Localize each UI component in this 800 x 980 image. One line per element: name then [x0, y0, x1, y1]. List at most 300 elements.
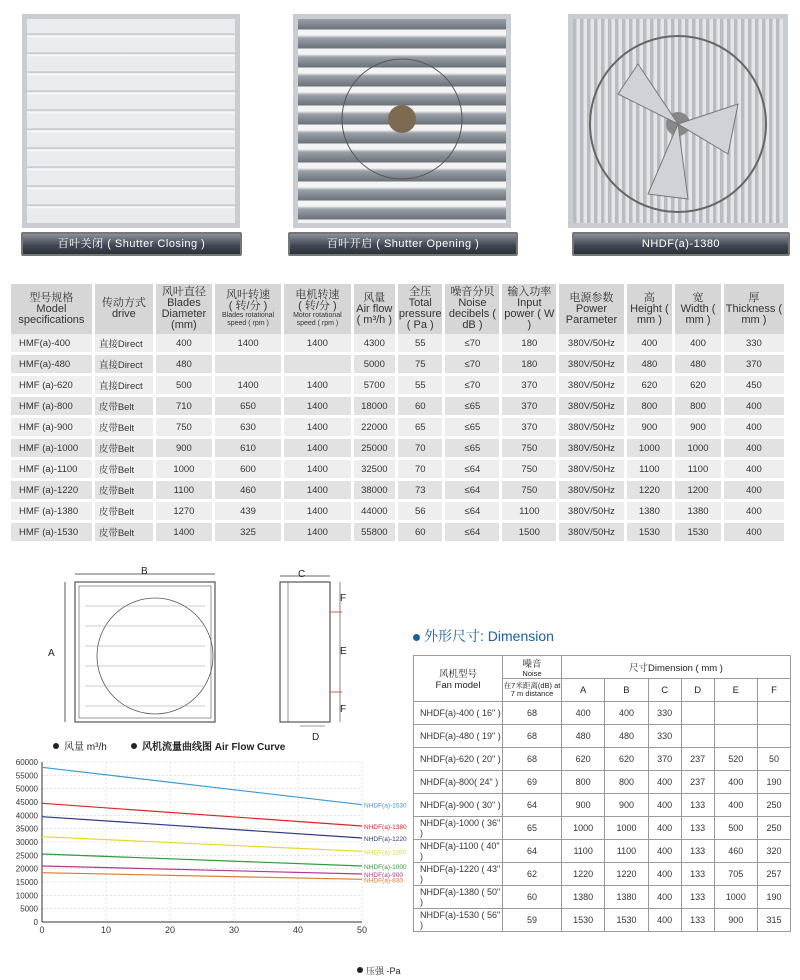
spec-header-en: Blades Diameter (mm)	[161, 297, 207, 331]
table-cell: ≤64	[444, 522, 501, 543]
spec-header-en: drive	[111, 308, 136, 320]
table-cell: 600	[213, 459, 282, 480]
table-cell: 38000	[352, 480, 397, 501]
table-cell: 750	[501, 459, 558, 480]
table-cell: 5700	[352, 375, 397, 396]
table-cell: 70	[397, 438, 444, 459]
table-cell: 1100	[154, 480, 213, 501]
table-cell: 620	[625, 375, 674, 396]
table-cell: 1100	[501, 501, 558, 522]
table-cell: 1400	[283, 438, 352, 459]
caption-shutter-closing: 百叶关闭 ( Shutter Closing )	[21, 232, 242, 256]
table-cell: 133	[681, 840, 714, 863]
table-cell: 370	[501, 375, 558, 396]
table-cell	[757, 702, 790, 725]
header-dim-f: F	[757, 679, 790, 702]
header-dimension: 尺寸Dimension ( mm )	[562, 656, 791, 679]
table-cell: 68	[503, 725, 562, 748]
table-cell: 1400	[213, 375, 282, 396]
table-cell: 直接Direct	[93, 375, 154, 396]
table-cell: 800	[674, 396, 723, 417]
table-cell: 250	[757, 794, 790, 817]
table-cell	[757, 725, 790, 748]
spec-header-en: Thickness ( mm )	[725, 302, 783, 326]
diagram-label-a: A	[48, 648, 55, 659]
table-cell: 1380	[625, 501, 674, 522]
table-cell: HMF (a)-1100	[10, 459, 94, 480]
table-cell: 56	[397, 501, 444, 522]
table-cell: 370	[501, 417, 558, 438]
table-cell: 直接Direct	[93, 354, 154, 375]
table-cell: 400	[714, 794, 757, 817]
table-cell: 400	[722, 438, 784, 459]
table-cell: 44000	[352, 501, 397, 522]
table-cell: 500	[154, 375, 213, 396]
series-line-1	[42, 803, 362, 826]
table-cell: 1000	[562, 817, 605, 840]
table-cell: 55	[397, 334, 444, 354]
y-tick-label: 10000	[15, 891, 38, 901]
table-cell: NHDF(a)-800( 24" )	[414, 771, 503, 794]
table-cell: 1400	[283, 459, 352, 480]
table-row	[10, 417, 785, 438]
table-cell: 620	[674, 375, 723, 396]
table-cell: NHDF(a)-1220 ( 43" )	[414, 863, 503, 886]
table-cell: 62	[503, 863, 562, 886]
table-cell: 650	[213, 396, 282, 417]
spec-header-en: Input power ( W )	[504, 297, 555, 331]
spec-header-cn: 型号规格	[29, 291, 74, 304]
spec-header-row	[10, 284, 785, 334]
table-cell: 460	[714, 840, 757, 863]
fan-grille-icon	[578, 24, 778, 218]
table-cell: 1220	[625, 480, 674, 501]
table-cell: 皮带Belt	[93, 396, 154, 417]
table-cell: 18000	[352, 396, 397, 417]
table-cell: 400	[605, 702, 648, 725]
chart-xlabel: 压强 -Pa	[366, 966, 401, 976]
table-cell: 1400	[283, 501, 352, 522]
spec-header-en: Total pressure ( Pa )	[398, 297, 442, 331]
table-cell: 133	[681, 794, 714, 817]
table-cell: 330	[648, 702, 681, 725]
spec-header-1	[93, 284, 154, 334]
table-cell: 皮带Belt	[93, 417, 154, 438]
table-cell: 480	[605, 725, 648, 748]
series-label-3: NHDF(a)-1100	[364, 849, 407, 857]
table-cell: 1000	[674, 438, 723, 459]
spec-header-2	[154, 284, 213, 334]
table-cell: 32500	[352, 459, 397, 480]
table-cell: 237	[681, 771, 714, 794]
chart-title: 风机流量曲线图 Air Flow Curve	[142, 742, 286, 753]
spec-header-12	[722, 284, 784, 334]
table-cell: 900	[674, 417, 723, 438]
table-cell	[714, 702, 757, 725]
table-cell: 380V/50Hz	[558, 438, 625, 459]
dimension-title-text: 外形尺寸: Dimension	[424, 628, 554, 644]
table-cell	[213, 354, 282, 375]
table-row	[414, 748, 791, 771]
table-row	[10, 480, 785, 501]
x-tick-label: 40	[292, 925, 304, 935]
table-cell: 59	[503, 909, 562, 932]
spec-header-cn: 风叶直径	[161, 286, 206, 298]
table-cell: 73	[397, 480, 444, 501]
front-view-diagram	[45, 566, 235, 726]
table-cell: 480	[674, 354, 723, 375]
table-cell: 320	[757, 840, 790, 863]
table-cell: 480	[562, 725, 605, 748]
diagram-label-b: B	[141, 566, 148, 577]
table-cell: HMF (a)-900	[10, 417, 94, 438]
table-cell: HMF (a)-1380	[10, 501, 94, 522]
spec-header-4	[283, 284, 352, 334]
table-cell: 400	[714, 771, 757, 794]
table-cell: NHDF(a)-400 ( 16" )	[414, 702, 503, 725]
caption-shutter-opening: 百叶开启 ( Shutter Opening )	[288, 232, 518, 256]
table-cell: 1400	[283, 417, 352, 438]
table-cell: 380V/50Hz	[558, 501, 625, 522]
table-cell: 皮带Belt	[93, 522, 154, 543]
table-cell: 1400	[283, 522, 352, 543]
x-tick-label: 20	[164, 925, 176, 935]
spec-header-cn: 高	[643, 291, 655, 304]
table-cell: 1400	[283, 396, 352, 417]
table-cell: 180	[501, 334, 558, 354]
table-row	[10, 354, 785, 375]
table-cell: 380V/50Hz	[558, 522, 625, 543]
table-cell: 900	[562, 794, 605, 817]
table-cell: 900	[714, 909, 757, 932]
header-noise-sub: 在7米距离(dB) at 7 m distance	[503, 679, 562, 702]
diagram-label-f-bottom: F	[340, 704, 347, 715]
spec-header-9	[558, 284, 625, 334]
x-tick-label: 30	[228, 925, 240, 935]
table-cell: 133	[681, 817, 714, 840]
table-cell: 皮带Belt	[93, 459, 154, 480]
spec-header-5	[352, 284, 397, 334]
table-cell: NHDF(a)-620 ( 20" )	[414, 748, 503, 771]
table-cell: 64	[503, 794, 562, 817]
spec-header-8	[501, 284, 558, 334]
y-tick-label: 5000	[20, 904, 38, 914]
table-cell: 400	[722, 522, 784, 543]
table-cell: 1400	[283, 480, 352, 501]
y-tick-label: 0	[33, 918, 38, 927]
header-dim-a: A	[562, 679, 605, 702]
spec-header-en: ( 转/分 )	[298, 300, 337, 312]
table-cell: 330	[648, 725, 681, 748]
table-cell: 64	[503, 840, 562, 863]
spec-header-cn: 噪音分贝	[450, 286, 495, 298]
header-fan-model: 风机型号 Fan model	[414, 656, 503, 702]
table-cell: 1100	[605, 840, 648, 863]
table-cell: 380V/50Hz	[558, 334, 625, 354]
table-cell: 直接Direct	[93, 334, 154, 354]
spec-header-sub: Motor rotational speed ( rpm )	[293, 312, 342, 327]
table-cell: 1200	[674, 480, 723, 501]
table-cell: 55800	[352, 522, 397, 543]
header-noise: 噪音 Noise	[503, 656, 562, 679]
table-cell: 1530	[674, 522, 723, 543]
table-cell: 400	[625, 334, 674, 354]
series-label-0: NHDF(a)-1530	[364, 802, 407, 810]
diagram-label-d: D	[312, 732, 320, 743]
spec-header-10	[625, 284, 674, 334]
table-row	[10, 396, 785, 417]
spec-table	[8, 284, 784, 544]
table-cell: 1530	[625, 522, 674, 543]
series-label-2: NHDF(a)-1220	[364, 836, 407, 843]
table-cell: NHDF(a)-1100 ( 40" )	[414, 840, 503, 863]
diagram-label-e: E	[340, 646, 347, 657]
table-row	[10, 522, 785, 543]
table-cell: 1000	[605, 817, 648, 840]
series-line-5	[42, 866, 362, 874]
table-cell: 380V/50Hz	[558, 354, 625, 375]
table-cell: 900	[625, 417, 674, 438]
x-tick-label: 50	[356, 925, 368, 935]
table-row	[10, 334, 785, 354]
spec-header-cn: 输入功率	[507, 286, 552, 298]
table-cell: HMF (a)-1220	[10, 480, 94, 501]
table-cell: ≤65	[444, 396, 501, 417]
y-tick-label: 20000	[15, 864, 38, 874]
table-cell: 60	[397, 396, 444, 417]
table-cell: 237	[681, 748, 714, 771]
spec-header-cn: 风量	[363, 291, 386, 304]
table-cell: 257	[757, 863, 790, 886]
y-tick-label: 15000	[15, 878, 38, 887]
table-cell: 250	[757, 817, 790, 840]
table-cell: 50	[757, 748, 790, 771]
table-cell: 22000	[352, 417, 397, 438]
table-cell: ≤70	[444, 334, 501, 354]
spec-header-en: Power Parameter	[565, 302, 618, 326]
table-cell: NHDF(a)-1380 ( 50" )	[414, 886, 503, 909]
dimension-title	[413, 626, 554, 646]
table-cell: 1220	[562, 863, 605, 886]
table-cell: 750	[501, 480, 558, 501]
table-cell: 1100	[562, 840, 605, 863]
x-tick-label: 10	[100, 925, 112, 935]
table-cell: 800	[605, 771, 648, 794]
table-cell: 400	[648, 794, 681, 817]
table-cell: 330	[722, 334, 784, 354]
table-cell: 65	[397, 417, 444, 438]
table-cell: 900	[154, 438, 213, 459]
table-cell: 133	[681, 886, 714, 909]
series-line-4	[42, 854, 362, 866]
series-line-0	[42, 767, 362, 804]
table-cell: 380V/50Hz	[558, 375, 625, 396]
table-cell: ≤64	[444, 459, 501, 480]
table-cell: ≤64	[444, 501, 501, 522]
table-row	[10, 459, 785, 480]
table-cell	[681, 725, 714, 748]
table-cell: NHDF(a)-1000 ( 36" )	[414, 817, 503, 840]
caption-fan-model: NHDF(a)-1380	[572, 232, 790, 256]
table-cell: 325	[213, 522, 282, 543]
table-cell: 1000	[625, 438, 674, 459]
table-cell: 315	[757, 909, 790, 932]
table-cell: 400	[648, 771, 681, 794]
table-cell: 370	[501, 396, 558, 417]
table-cell: 1270	[154, 501, 213, 522]
table-cell: 460	[213, 480, 282, 501]
table-cell: 65	[503, 817, 562, 840]
table-cell: HMF(a)-400	[10, 334, 94, 354]
table-cell: 190	[757, 771, 790, 794]
series-label-1: NHDF(a)-1380	[364, 824, 407, 831]
table-cell: HMF (a)-1000	[10, 438, 94, 459]
table-cell: 1530	[605, 909, 648, 932]
table-cell: 133	[681, 909, 714, 932]
spec-header-0	[10, 284, 94, 334]
air-flow-chart	[0, 730, 407, 980]
spec-header-en: Width ( mm )	[680, 302, 716, 326]
table-cell: 69	[503, 771, 562, 794]
table-cell: 133	[681, 863, 714, 886]
spec-header-sub: Blades rotational speed ( rpm )	[221, 312, 275, 327]
chart-ylabel: 风量 m³/h	[64, 742, 107, 753]
table-cell: 1000	[154, 459, 213, 480]
y-tick-label: 40000	[15, 811, 38, 821]
header-dim-c: C	[648, 679, 681, 702]
table-cell: 1000	[714, 886, 757, 909]
table-row	[10, 501, 785, 522]
series-label-6: NHDF(a)-830	[364, 877, 404, 885]
table-cell: 400	[648, 886, 681, 909]
table-cell: HMF (a)-800	[10, 396, 94, 417]
table-cell: 400	[722, 501, 784, 522]
table-cell: 60	[503, 886, 562, 909]
table-cell: 400	[648, 817, 681, 840]
table-cell: 520	[714, 748, 757, 771]
table-row	[10, 375, 785, 396]
table-cell: NHDF(a)-1530 ( 56" )	[414, 909, 503, 932]
header-dim-d: D	[681, 679, 714, 702]
shutter-closed-frame	[22, 14, 240, 228]
table-cell: 380V/50Hz	[558, 396, 625, 417]
photo-shutter-closing	[22, 14, 240, 228]
table-cell: 400	[674, 334, 723, 354]
table-cell	[283, 354, 352, 375]
table-cell: 630	[213, 417, 282, 438]
table-cell: 1100	[625, 459, 674, 480]
table-cell: 1380	[562, 886, 605, 909]
diagram-label-f-top: F	[340, 593, 347, 604]
table-cell: 380V/50Hz	[558, 417, 625, 438]
table-cell: 5000	[352, 354, 397, 375]
table-cell: 380V/50Hz	[558, 480, 625, 501]
spec-header-11	[674, 284, 723, 334]
table-cell: 710	[154, 396, 213, 417]
series-line-6	[42, 873, 362, 880]
photo-fan-model	[568, 14, 788, 228]
table-cell: 190	[757, 886, 790, 909]
table-cell: 75	[397, 354, 444, 375]
table-row	[414, 840, 791, 863]
table-row	[414, 886, 791, 909]
side-view-diagram	[270, 566, 350, 736]
y-tick-label: 30000	[15, 838, 38, 847]
table-row	[10, 438, 785, 459]
spec-header-en: Air flow ( m³/h )	[356, 302, 393, 326]
table-cell: 620	[605, 748, 648, 771]
bullet-dot-icon	[357, 967, 363, 973]
table-cell: 400	[722, 417, 784, 438]
table-cell: 1220	[605, 863, 648, 886]
table-cell: 750	[501, 438, 558, 459]
series-line-2	[42, 817, 362, 838]
table-cell: 400	[648, 840, 681, 863]
table-cell: 620	[562, 748, 605, 771]
table-cell	[681, 702, 714, 725]
spec-header-cn: 电源参数	[569, 291, 614, 304]
table-cell: NHDF(a)-480 ( 19" )	[414, 725, 503, 748]
table-cell: 1530	[562, 909, 605, 932]
spec-header-en: Height ( mm )	[630, 302, 669, 326]
table-cell: ≤65	[444, 417, 501, 438]
photo-shutter-opening	[293, 14, 511, 228]
table-cell: 25000	[352, 438, 397, 459]
header-dim-e: E	[714, 679, 757, 702]
table-cell: 800	[625, 396, 674, 417]
fan-blades-icon	[333, 44, 471, 194]
spec-body	[10, 334, 785, 543]
table-cell: 55	[397, 375, 444, 396]
table-cell: 400	[722, 480, 784, 501]
header-dim-b: B	[605, 679, 648, 702]
table-cell: 400	[722, 396, 784, 417]
table-cell: 705	[714, 863, 757, 886]
series-label-4: NHDF(a)-1000	[364, 864, 407, 871]
bullet-dot-icon	[413, 634, 420, 641]
spec-header-en: ( 转/分 )	[228, 300, 268, 312]
spec-header-cn: 宽	[692, 291, 704, 304]
y-tick-label: 55000	[15, 771, 38, 781]
table-cell: 900	[605, 794, 648, 817]
table-row	[414, 725, 791, 748]
table-cell: HMF (a)-620	[10, 375, 94, 396]
table-cell: 1100	[674, 459, 723, 480]
table-cell: 400	[648, 863, 681, 886]
table-cell: ≤65	[444, 438, 501, 459]
table-cell: 1380	[674, 501, 723, 522]
table-cell: 60	[397, 522, 444, 543]
table-cell: 610	[213, 438, 282, 459]
spec-header-cn: 全压	[409, 286, 432, 298]
spec-header-cn: 厚	[748, 291, 760, 304]
table-row	[414, 817, 791, 840]
table-cell: 4300	[352, 334, 397, 354]
table-cell: 450	[722, 375, 784, 396]
diagram-label-c: C	[298, 569, 306, 580]
table-cell: 1400	[154, 522, 213, 543]
table-cell: HMF(a)-480	[10, 354, 94, 375]
dimension-header-row-1	[414, 656, 791, 679]
table-cell: 480	[625, 354, 674, 375]
table-row	[414, 794, 791, 817]
table-cell: 370	[722, 354, 784, 375]
table-cell: NHDF(a)-900 ( 30" )	[414, 794, 503, 817]
table-cell: 370	[648, 748, 681, 771]
table-cell: 1380	[605, 886, 648, 909]
table-cell: 70	[397, 459, 444, 480]
table-cell: 439	[213, 501, 282, 522]
